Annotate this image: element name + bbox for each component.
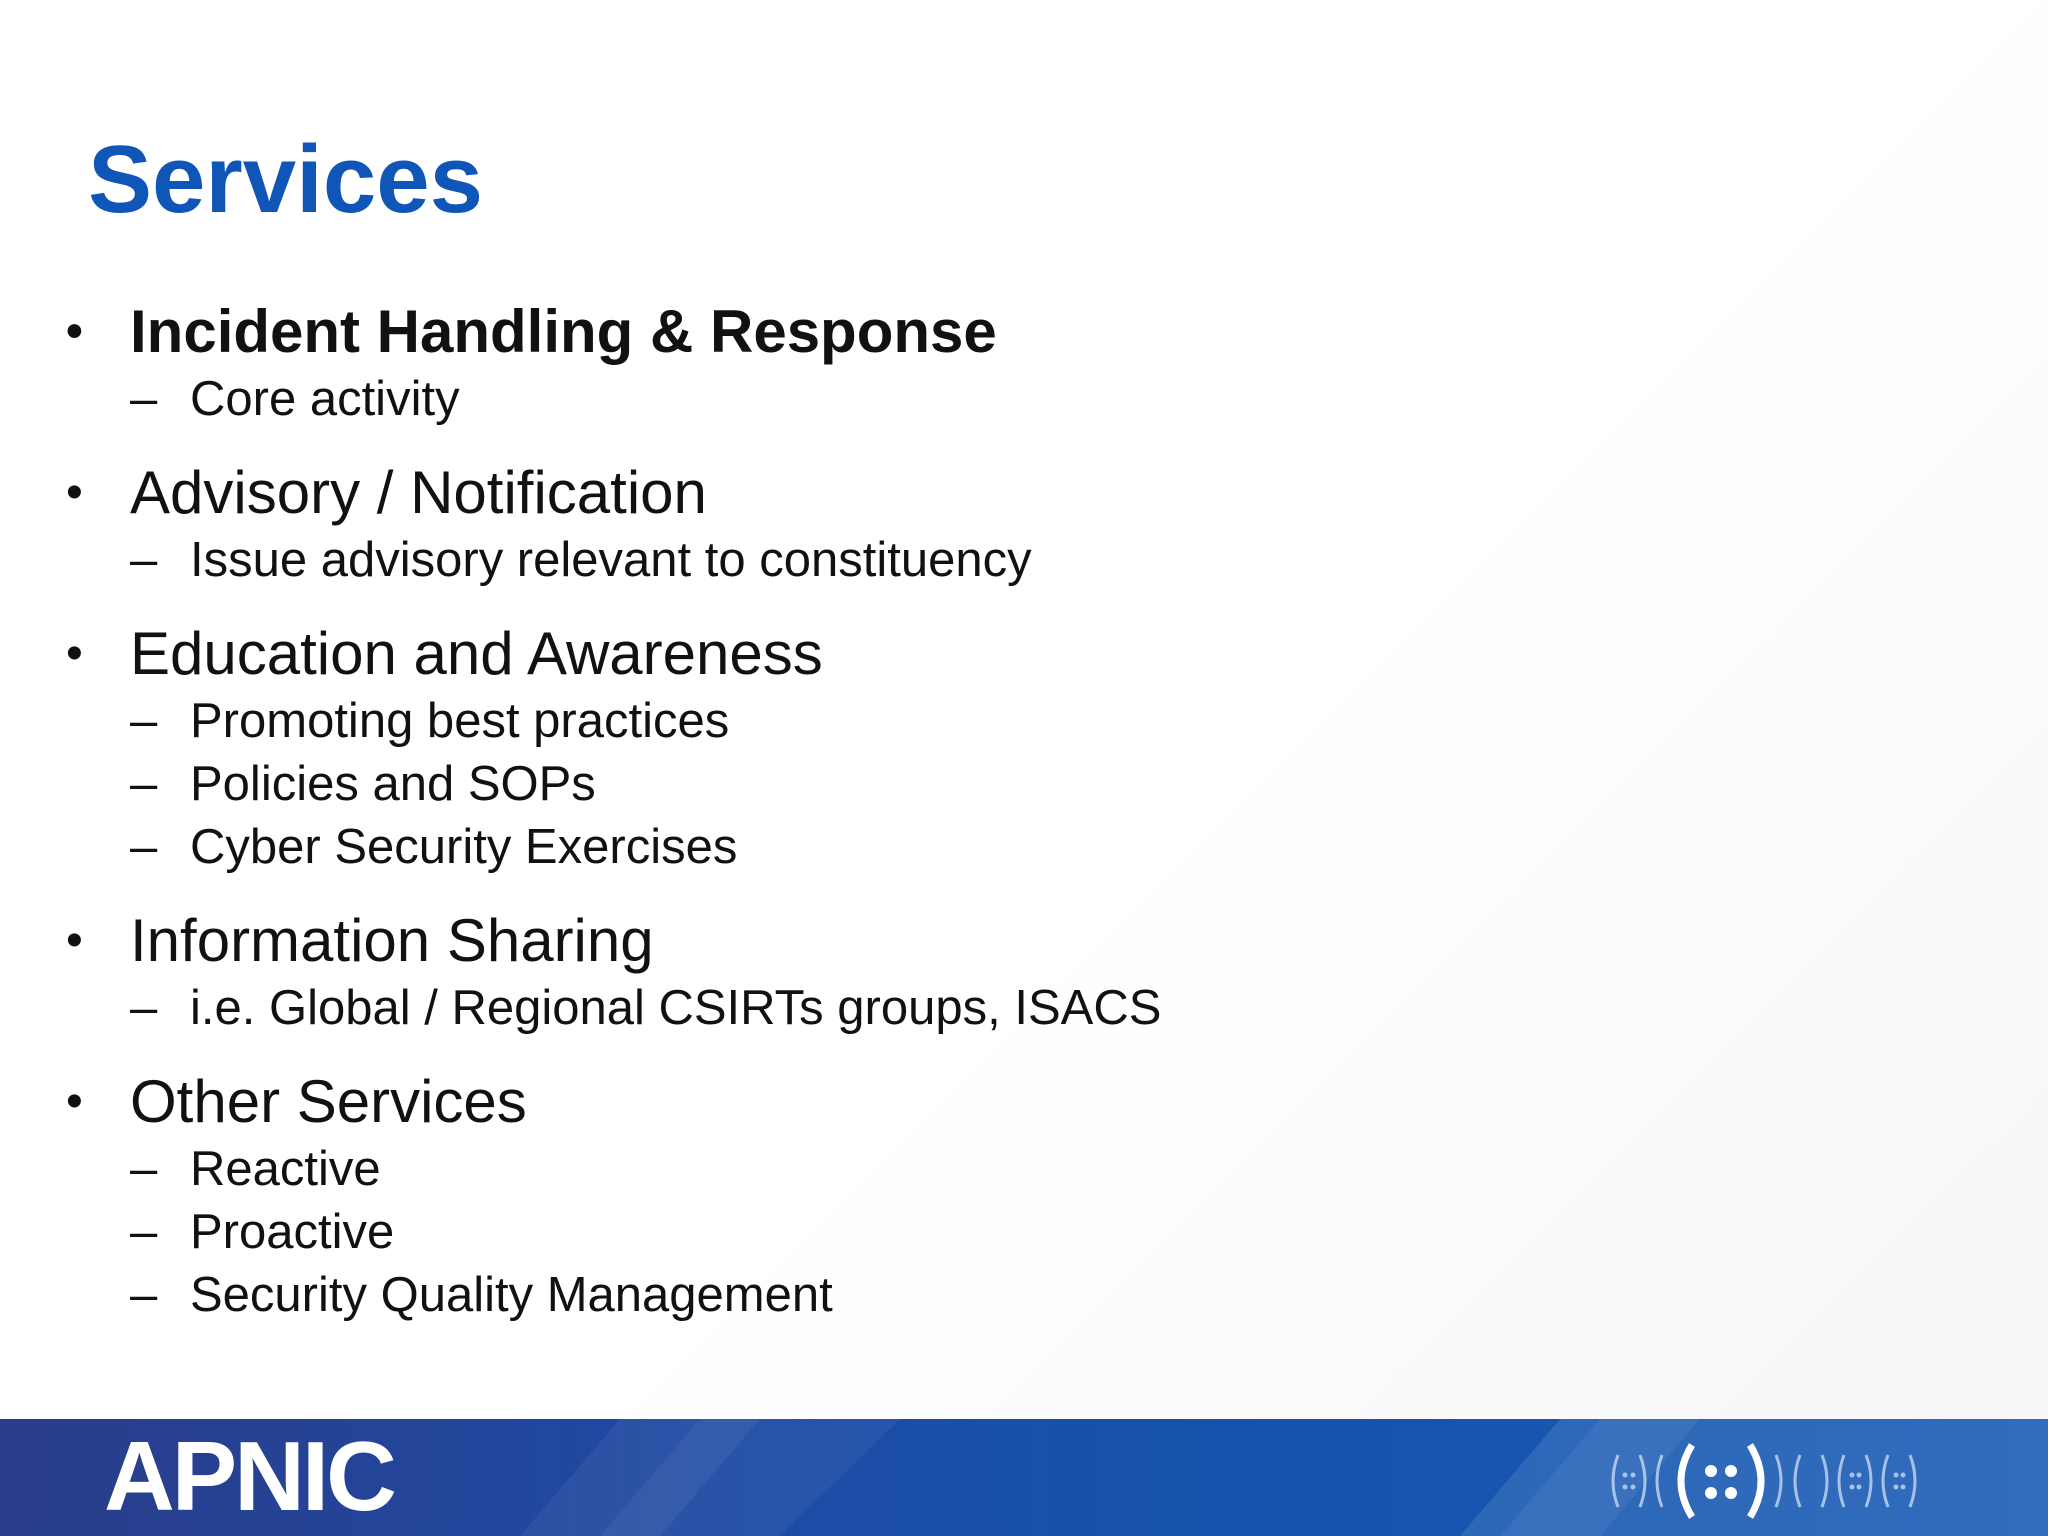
bullet-dot-icon: • <box>66 305 83 358</box>
bullet-label: Incident Handling & Response <box>130 298 997 365</box>
bullet-label: Other Services <box>130 1068 527 1135</box>
dash-icon: – <box>130 820 158 874</box>
sub-bullet-list <box>66 1138 1566 1327</box>
sub-bullet-item <box>66 816 1566 879</box>
bullet-item <box>66 905 1566 1040</box>
bullet-item <box>66 457 1566 592</box>
bullet-heading <box>66 457 1566 529</box>
sub-bullet-label: Proactive <box>190 1205 395 1259</box>
sub-bullet-item <box>66 977 1566 1040</box>
bullet-label: Advisory / Notification <box>130 459 707 526</box>
apnic-logo: APNIC <box>104 1421 394 1531</box>
bullet-heading <box>66 296 1566 368</box>
dash-icon: – <box>130 1142 158 1196</box>
bullet-dot-icon: • <box>66 1075 83 1128</box>
bullet-list <box>66 296 1566 1353</box>
slide-title: Services <box>88 126 484 233</box>
bullet-heading <box>66 1066 1566 1138</box>
dash-icon: – <box>130 694 158 748</box>
sub-bullet-label: Policies and SOPs <box>190 757 596 811</box>
sub-bullet-item <box>66 1264 1566 1327</box>
apnic-braces-pattern-icon <box>1600 1441 1960 1521</box>
dash-icon: – <box>130 533 158 587</box>
sub-bullet-item <box>66 529 1566 592</box>
bullet-dot-icon: • <box>66 627 83 680</box>
dash-icon: – <box>130 981 158 1035</box>
sub-bullet-list <box>66 529 1566 592</box>
sub-bullet-item <box>66 1201 1566 1264</box>
sub-bullet-list <box>66 977 1566 1040</box>
sub-bullet-label: Core activity <box>190 372 460 426</box>
footer-banner <box>0 1419 2048 1536</box>
sub-bullet-list <box>66 368 1566 431</box>
dash-icon: – <box>130 1268 158 1322</box>
sub-bullet-item <box>66 1138 1566 1201</box>
bullet-item <box>66 296 1566 431</box>
sub-bullet-list <box>66 690 1566 879</box>
bullet-heading <box>66 905 1566 977</box>
bullet-dot-icon: • <box>66 466 83 519</box>
dash-icon: – <box>130 1205 158 1259</box>
sub-bullet-label: Issue advisory relevant to constituency <box>190 533 1032 587</box>
dash-icon: – <box>130 757 158 811</box>
sub-bullet-label: Security Quality Management <box>190 1268 833 1322</box>
sub-bullet-item <box>66 753 1566 816</box>
sub-bullet-label: Reactive <box>190 1142 381 1196</box>
bullet-heading <box>66 618 1566 690</box>
bullet-item <box>66 618 1566 879</box>
sub-bullet-label: Cyber Security Exercises <box>190 820 738 874</box>
bullet-dot-icon: • <box>66 914 83 967</box>
sub-bullet-item <box>66 368 1566 431</box>
sub-bullet-label: Promoting best practices <box>190 694 730 748</box>
bullet-label: Information Sharing <box>130 907 654 974</box>
sub-bullet-item <box>66 690 1566 753</box>
sub-bullet-label: i.e. Global / Regional CSIRTs groups, ISACS <box>190 981 1162 1035</box>
bullet-item <box>66 1066 1566 1327</box>
bullet-label: Education and Awareness <box>130 620 823 687</box>
dash-icon: – <box>130 372 158 426</box>
